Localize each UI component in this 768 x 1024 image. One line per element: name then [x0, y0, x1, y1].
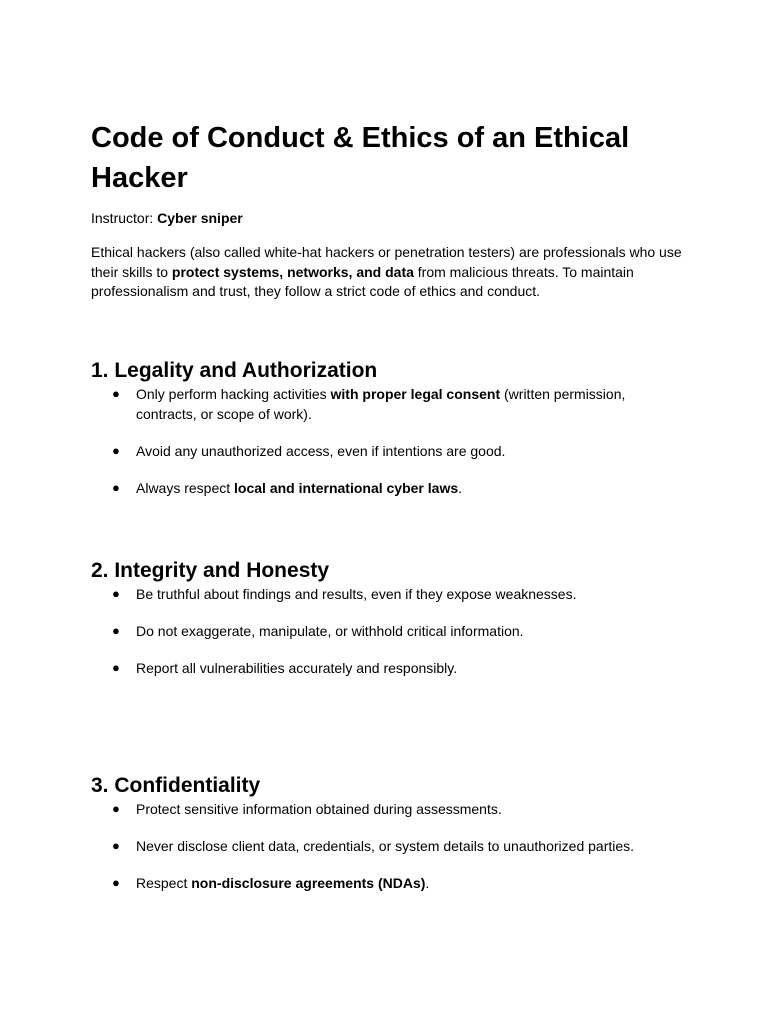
bullet-icon: ●	[112, 586, 120, 601]
item-text-after: .	[458, 480, 463, 496]
item-text-bold: non-disclosure agreements (NDAs)	[191, 875, 426, 891]
list-item	[91, 873, 656, 893]
instructor-label: Instructor:	[91, 210, 154, 226]
item-text-bold: local and international cyber laws	[234, 480, 459, 496]
section-heading: 2. Integrity and Honesty	[91, 559, 330, 582]
intro-text-2: from malicious threats. To maintain professionalism and trust, they follow a strict code of ethics and conduct.	[91, 263, 634, 299]
list-item	[91, 478, 656, 498]
section-heading: 1. Legality and Authorization	[91, 359, 378, 382]
bullet-icon: ●	[112, 875, 120, 890]
list-item	[91, 584, 656, 604]
section-confidentiality	[91, 773, 691, 893]
item-text: Never disclose client data, credentials, or system details to unauthorized parties.	[136, 838, 635, 854]
intro-text-1: Ethical hackers (also called white-hat hackers or penetration testers) are professionals who use their skills to	[91, 244, 682, 280]
bullet-icon: ●	[112, 443, 120, 458]
bullet-icon: ●	[112, 801, 120, 816]
bullet-list	[91, 584, 691, 678]
item-text: Respect	[136, 875, 192, 891]
bullet-list	[91, 384, 691, 498]
section-legality	[91, 358, 691, 498]
instructor-line	[91, 209, 243, 227]
section-integrity	[91, 558, 691, 678]
list-item	[91, 836, 656, 856]
bullet-icon: ●	[112, 480, 120, 495]
item-text-after: (written permission, contracts, or scope of work).	[136, 386, 626, 422]
item-text: Be truthful about findings and results, even if they expose weaknesses.	[136, 586, 577, 602]
bullet-icon: ●	[112, 838, 120, 853]
item-text: Protect sensitive information obtained during assessments.	[136, 801, 502, 817]
item-text: Always respect	[136, 480, 235, 496]
item-text: Only perform hacking activities	[136, 386, 331, 402]
item-text: Avoid any unauthorized access, even if intentions are good.	[136, 443, 506, 459]
list-item	[91, 441, 656, 461]
bullet-icon: ●	[112, 660, 120, 675]
bullet-icon: ●	[112, 623, 120, 638]
bullet-list	[91, 799, 691, 893]
item-text: Report all vulnerabilities accurately and responsibly.	[136, 660, 458, 676]
item-text: Do not exaggerate, manipulate, or withhold critical information.	[136, 623, 524, 639]
list-item	[91, 621, 656, 641]
document-title: Code of Conduct & Ethics of an Ethical Hacker	[91, 122, 630, 194]
item-text-after: .	[425, 875, 430, 891]
intro-paragraph	[91, 243, 683, 302]
list-item	[91, 658, 656, 678]
list-item	[91, 384, 656, 424]
instructor-name: Cyber sniper	[157, 210, 243, 226]
bullet-icon: ●	[112, 386, 120, 401]
list-item	[91, 799, 656, 819]
section-heading: 3. Confidentiality	[91, 774, 261, 797]
intro-text-bold: protect systems, networks, and data	[171, 263, 414, 280]
item-text-bold: with proper legal consent	[330, 386, 501, 402]
